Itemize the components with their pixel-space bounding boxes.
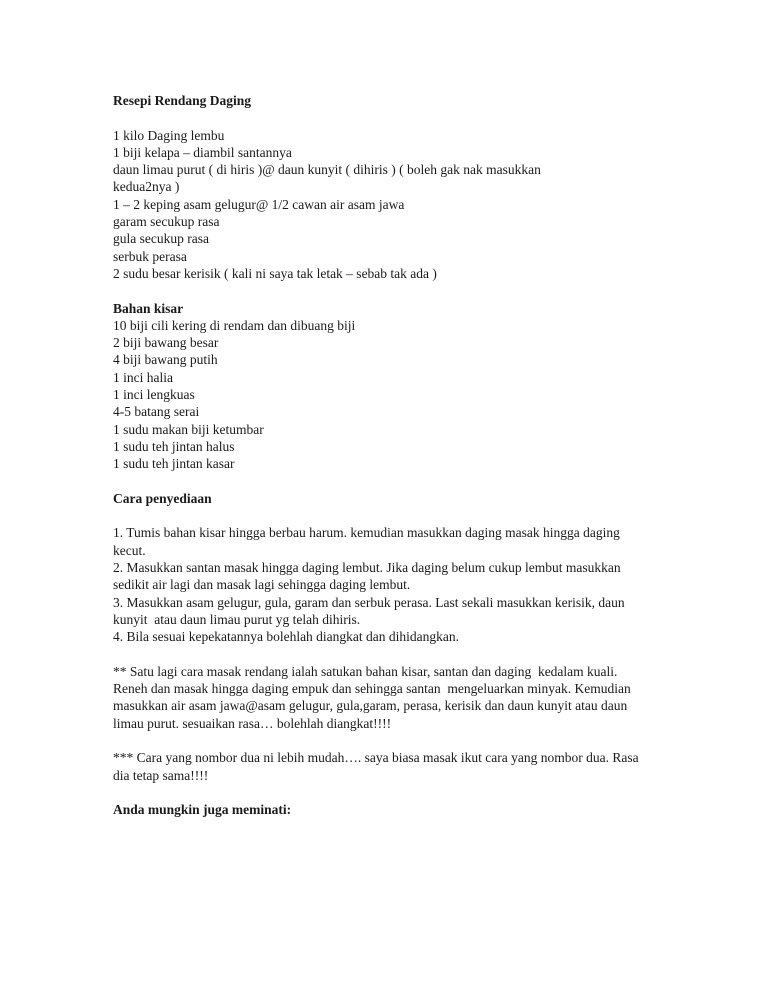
spacer	[113, 282, 653, 299]
ingredient-line: kedua2nya )	[113, 179, 180, 195]
blend-item: 10 biji cili kering di rendam dan dibuang biji	[113, 317, 356, 333]
ingredient-line: 2 sudu besar kerisik ( kali ni saya tak letak – sebab tak ada )	[113, 265, 437, 281]
step-item: 3. Masukkan asam gelugur, gula, garam dan serbuk perasa. Last sekali masukkan kerisik, daun kunyit atau daun limau purut yg telah dihiris.	[113, 594, 628, 627]
step-item: 2. Masukkan santan masak hingga daging lembut. Jika daging belum cukup lembut masukkan sedikit air lagi dan masak lagi sehingga daging lembut.	[113, 560, 625, 593]
step-item: 4. Bila sesuai kepekatannya bolehlah diangkat dan dihidangkan.	[113, 629, 460, 645]
step-item: 1. Tumis bahan kisar hingga berbau harum. kemudian masukkan daging masak hingga daging kecut.	[113, 525, 624, 558]
spacer	[113, 784, 653, 801]
blend-item: 2 biji bawang besar	[113, 335, 219, 351]
spacer	[113, 507, 653, 524]
blend-heading: Bahan kisar	[113, 300, 184, 316]
spacer	[113, 646, 653, 663]
alternative-method-note: ** Satu lagi cara masak rendang ialah satukan bahan kisar, santan dan daging kedalam kuali. Reneh dan masak hingga daging empuk dan sehingga santan mengeluarkan minyak. Kemudian masukkan air asam jawa@asam gelugur, gula,garam, perasa, kerisik dan daun kunyit atau daun limau purut. sesuaikan rasa… bolehlah diangkat!!!!	[113, 663, 635, 731]
ingredient-line: serbuk perasa	[113, 248, 187, 264]
author-note: *** Cara yang nombor dua ni lebih mudah…. saya biasa masak ikut cara yang nombor dua. Rasa dia tetap sama!!!!	[113, 750, 642, 783]
related-heading: Anda mungkin juga meminati:	[113, 802, 292, 818]
document-page	[113, 92, 653, 818]
recipe-title: Resepi Rendang Daging	[113, 93, 252, 108]
steps-list	[113, 524, 653, 645]
spacer	[113, 109, 653, 126]
ingredient-line: daun limau purut ( di hiris )@ daun kunyit ( dihiris ) ( boleh gak nak masukkan	[113, 162, 541, 178]
blend-item: 1 sudu teh jintan kasar	[113, 456, 235, 472]
blend-item: 1 sudu makan biji ketumbar	[113, 421, 264, 437]
ingredient-line: garam secukup rasa	[113, 214, 220, 230]
ingredient-line: gula secukup rasa	[113, 231, 209, 247]
blend-item: 4-5 batang serai	[113, 404, 200, 420]
ingredient-line: 1 kilo Daging lembu	[113, 127, 225, 143]
method-heading: Cara penyediaan	[113, 490, 212, 506]
ingredient-line: 1 – 2 keping asam gelugur@ 1/2 cawan air asam jawa	[113, 196, 405, 212]
blend-item: 1 inci lengkuas	[113, 387, 195, 403]
blend-list	[113, 317, 653, 473]
blend-item: 1 sudu teh jintan halus	[113, 438, 235, 454]
spacer	[113, 473, 653, 490]
ingredient-line: 1 biji kelapa – diambil santannya	[113, 144, 292, 160]
spacer	[113, 732, 653, 749]
blend-item: 1 inci halia	[113, 369, 173, 385]
blend-item: 4 biji bawang putih	[113, 352, 218, 368]
ingredients-list	[113, 127, 653, 283]
